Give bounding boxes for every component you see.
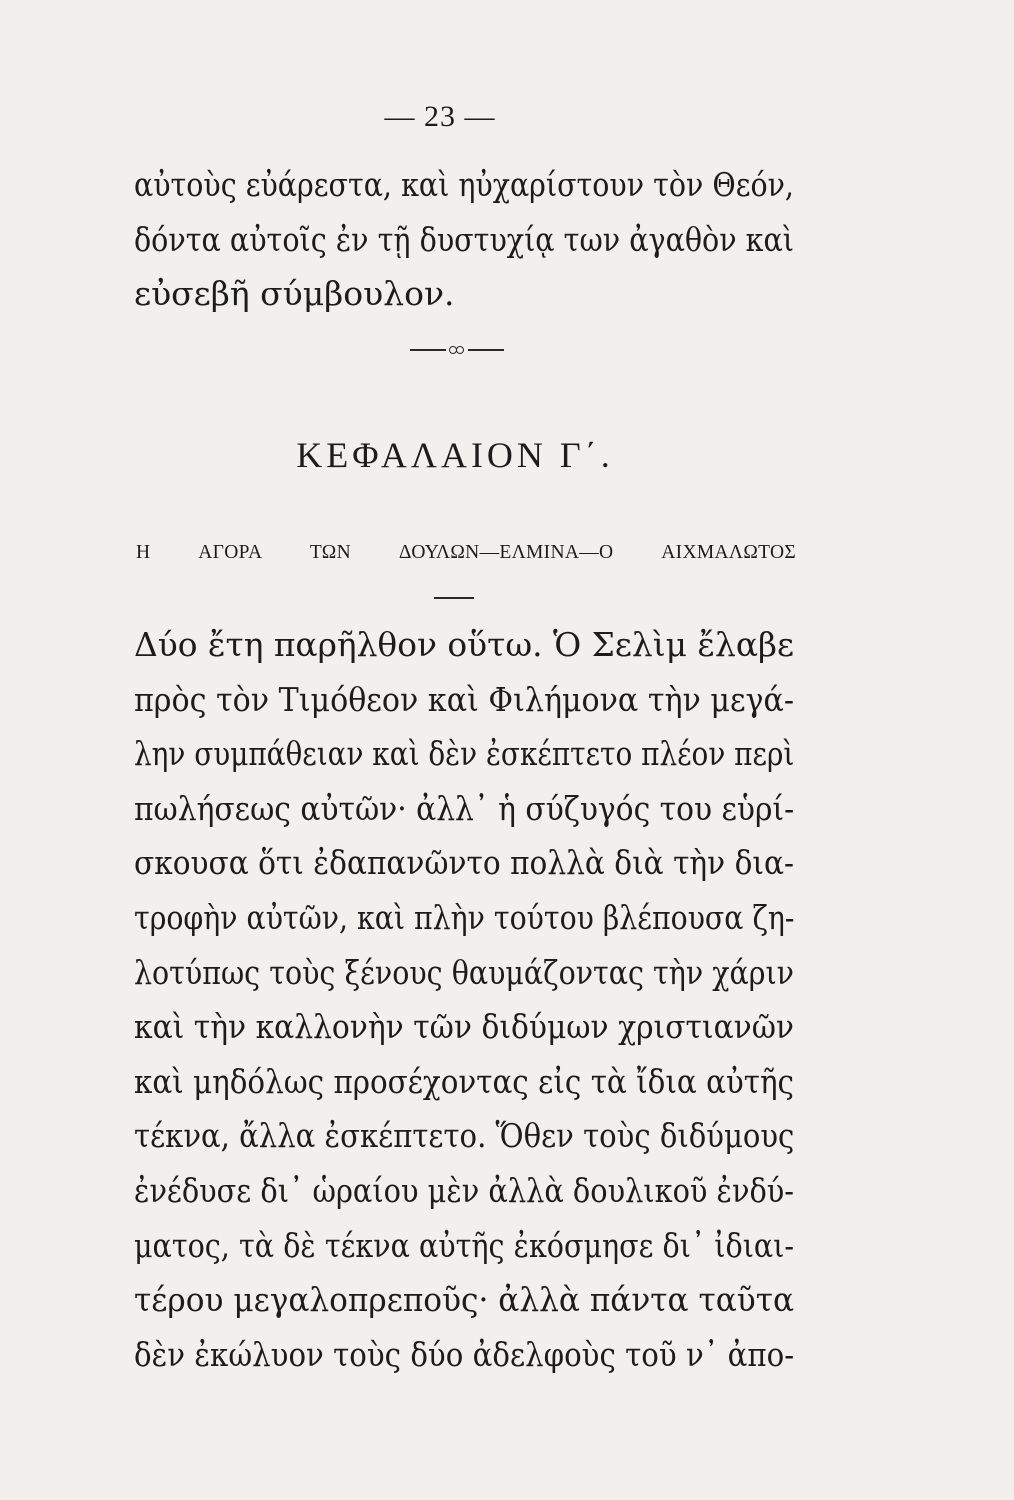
chapter-subtitle: Η ΑΓΟΡΑ ΤΩΝ ΔΟΥΛΩΝ—ΕΛΜΙΝΑ—Ο ΑΙΧΜΑΛΩΤΟΣ	[136, 542, 796, 563]
text-line: δὲν ἐκώλυον τοὺς δύο ἀδελφοὺς τοῦ ν᾽ ἀπο-	[134, 1334, 795, 1374]
text-line: ἐνέδυσε δι᾽ ὡραίου μὲν ἀλλὰ δουλικοῦ ἐνδύ-	[134, 1170, 795, 1210]
text-line: καὶ μηδόλως προσέχοντας εἰς τὰ ἴδια αὐτῆς	[134, 1061, 795, 1101]
text-line: δόντα αὐτοῖς ἐν τῇ δυστυχίᾳ των ἀγαθὸν καὶ	[134, 219, 794, 259]
text-line: πωλήσεως αὐτῶν· ἀλλ᾽ ἡ σύζυγός του εὑρί-	[134, 788, 795, 828]
text-line: εὐσεβῆ σύμβουλον.	[134, 274, 455, 314]
chapter-title: ΚΕΦΑΛΑΙΟΝ Γ΄.	[296, 435, 614, 475]
top-paragraph	[134, 158, 794, 322]
text-line: τέκνα, ἄλλα ἐσκέπτετο. Ὅθεν τοὺς διδύμους	[134, 1116, 795, 1156]
text-line: ματος, τὰ δὲ τέκνα αὐτῆς ἐκόσμησε δι᾽ ἰδιαι-	[134, 1225, 794, 1265]
text-line: καὶ τὴν καλλονὴν τῶν διδύμων χριστιανῶν	[134, 1007, 794, 1047]
page-number: — 23 —	[384, 100, 496, 133]
text-line: Δύο ἔτη παρῆλθον οὕτω. Ὁ Σελὶμ ἔλαβε	[134, 625, 795, 664]
text-line: λοτύπως τοὺς ξένους θαυμάζοντας τὴν χάριν	[134, 952, 794, 992]
body-paragraph	[134, 618, 794, 1382]
text-line: τέρου μεγαλοπρεποῦς· ἀλλὰ πάντα ταῦτα	[134, 1280, 794, 1320]
text-line: λην συμπάθειαν καὶ δὲν ἐσκέπτετο πλέον περὶ	[134, 734, 795, 774]
text-line: σκουσα ὅτι ἐδαπανῶντο πολλὰ διὰ τὴν δια-	[134, 843, 794, 883]
text-line: τροφὴν αὐτῶν, καὶ πλὴν τούτου βλέπουσα ζη-	[134, 897, 795, 937]
text-line: αὐτοὺς εὐάρεστα, καὶ ηὐχαρίστουν τὸν Θεόν,	[134, 165, 794, 204]
divider-rule	[434, 597, 474, 599]
text-line: πρὸς τὸν Τιμόθεον καὶ Φιλήμονα τὴν μεγά-	[134, 679, 794, 719]
ornamental-divider	[410, 346, 504, 354]
